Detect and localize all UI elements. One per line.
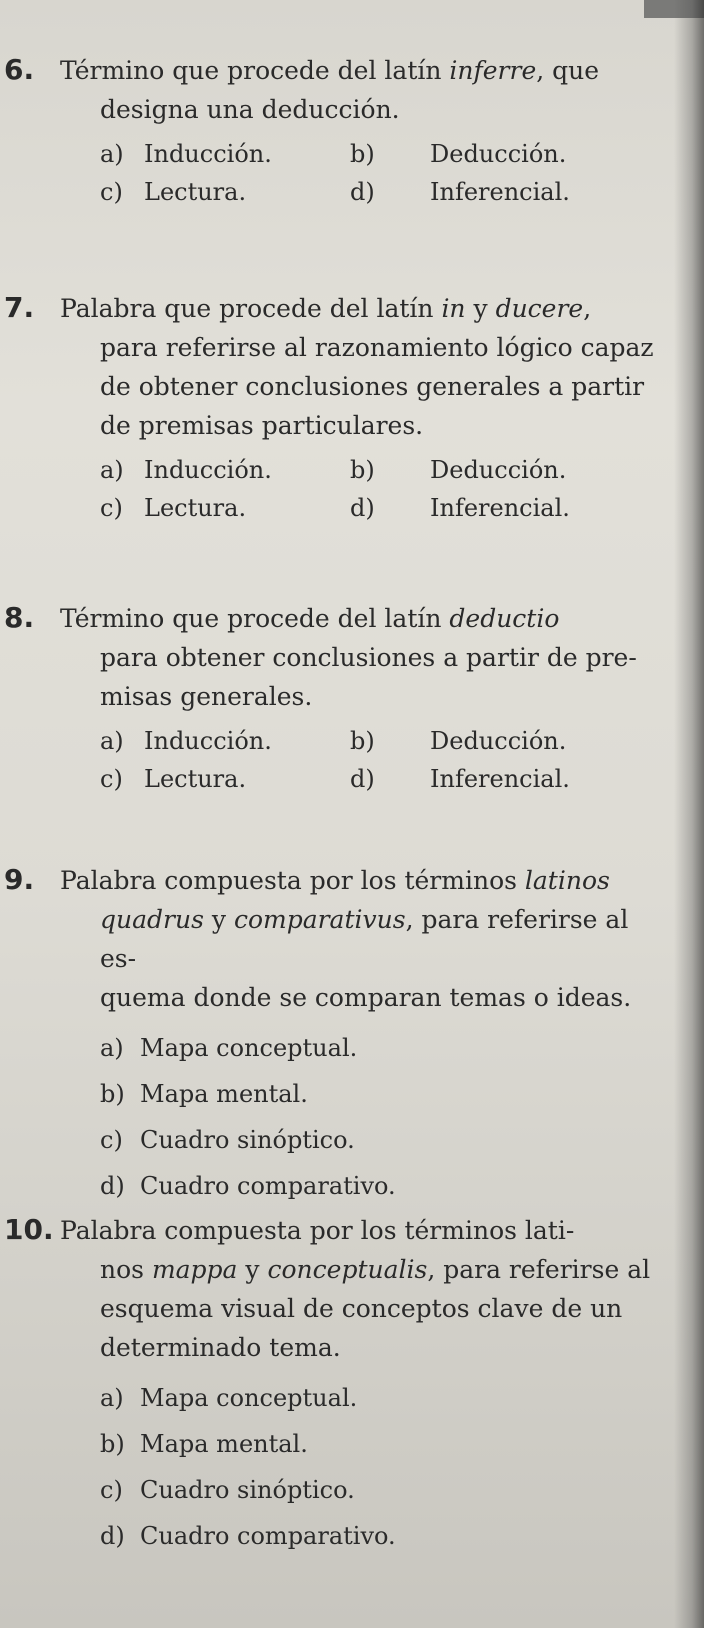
option-a[interactable]: a) Inducción. (100, 727, 272, 755)
option-b[interactable]: b) Mapa mental. (100, 1080, 308, 1108)
question-10 (4, 1210, 660, 1559)
option-d[interactable]: d) Cuadro comparativo. (100, 1172, 396, 1200)
option-b[interactable]: b) Mapa mental. (100, 1430, 308, 1458)
option-d[interactable]: d) Cuadro comparativo. (100, 1522, 396, 1550)
question-number: 9. (4, 863, 35, 896)
option-a[interactable]: a) Mapa conceptual. (100, 1034, 358, 1062)
question-6 (4, 50, 660, 211)
option-d[interactable]: d) Inferencial. (350, 494, 570, 522)
option-c[interactable]: c) Lectura. (100, 178, 247, 206)
question-8 (4, 598, 660, 798)
option-d[interactable]: d) Inferencial. (350, 178, 570, 206)
question-number: 6. (4, 53, 35, 86)
question-number: 7. (4, 291, 35, 324)
question-7 (4, 288, 660, 527)
question-6-text: 6. Término que procede del latín inferre, que designa una deducción. (60, 50, 660, 129)
question-8-text: 8. Término que procede del latín deductio para obtener conclusiones a partir de pre- misas generales. (60, 598, 660, 716)
question-9-text: 9. Palabra compuesta por los términos latinos quadrus y comparativus, para referirse al es- quema donde se comparan temas o ideas. (60, 860, 660, 1017)
option-a[interactable]: a) Mapa conceptual. (100, 1384, 358, 1412)
option-a[interactable]: a) Inducción. (100, 456, 272, 484)
question-number: 10. (4, 1213, 54, 1246)
options-grid (100, 722, 660, 798)
question-7-text: 7. Palabra que procede del latín in y ducere, para referirse al razonamiento lógico capaz de obtener conclusiones generales a partir de premisas particulares. (60, 288, 660, 445)
option-c[interactable]: c) Lectura. (100, 765, 247, 793)
page-edge-shadow (674, 0, 704, 1628)
option-c[interactable]: c) Cuadro sinóptico. (100, 1476, 355, 1504)
option-d[interactable]: d) Inferencial. (350, 765, 570, 793)
question-10-text: 10. Palabra compuesta por los términos lati- nos mappa y conceptualis, para referirse al esquema visual de conceptos clave de un determinado tema. (60, 1210, 660, 1367)
option-b[interactable]: b) Deducción. (350, 727, 567, 755)
question-9 (4, 860, 660, 1209)
option-c[interactable]: c) Lectura. (100, 494, 247, 522)
option-a[interactable]: a) Inducción. (100, 140, 272, 168)
option-c[interactable]: c) Cuadro sinóptico. (100, 1126, 355, 1154)
question-number: 8. (4, 601, 35, 634)
options-list (100, 1025, 660, 1209)
option-b[interactable]: b) Deducción. (350, 456, 567, 484)
option-b[interactable]: b) Deducción. (350, 140, 567, 168)
options-grid (100, 451, 660, 527)
options-list (100, 1375, 660, 1559)
options-grid (100, 135, 660, 211)
